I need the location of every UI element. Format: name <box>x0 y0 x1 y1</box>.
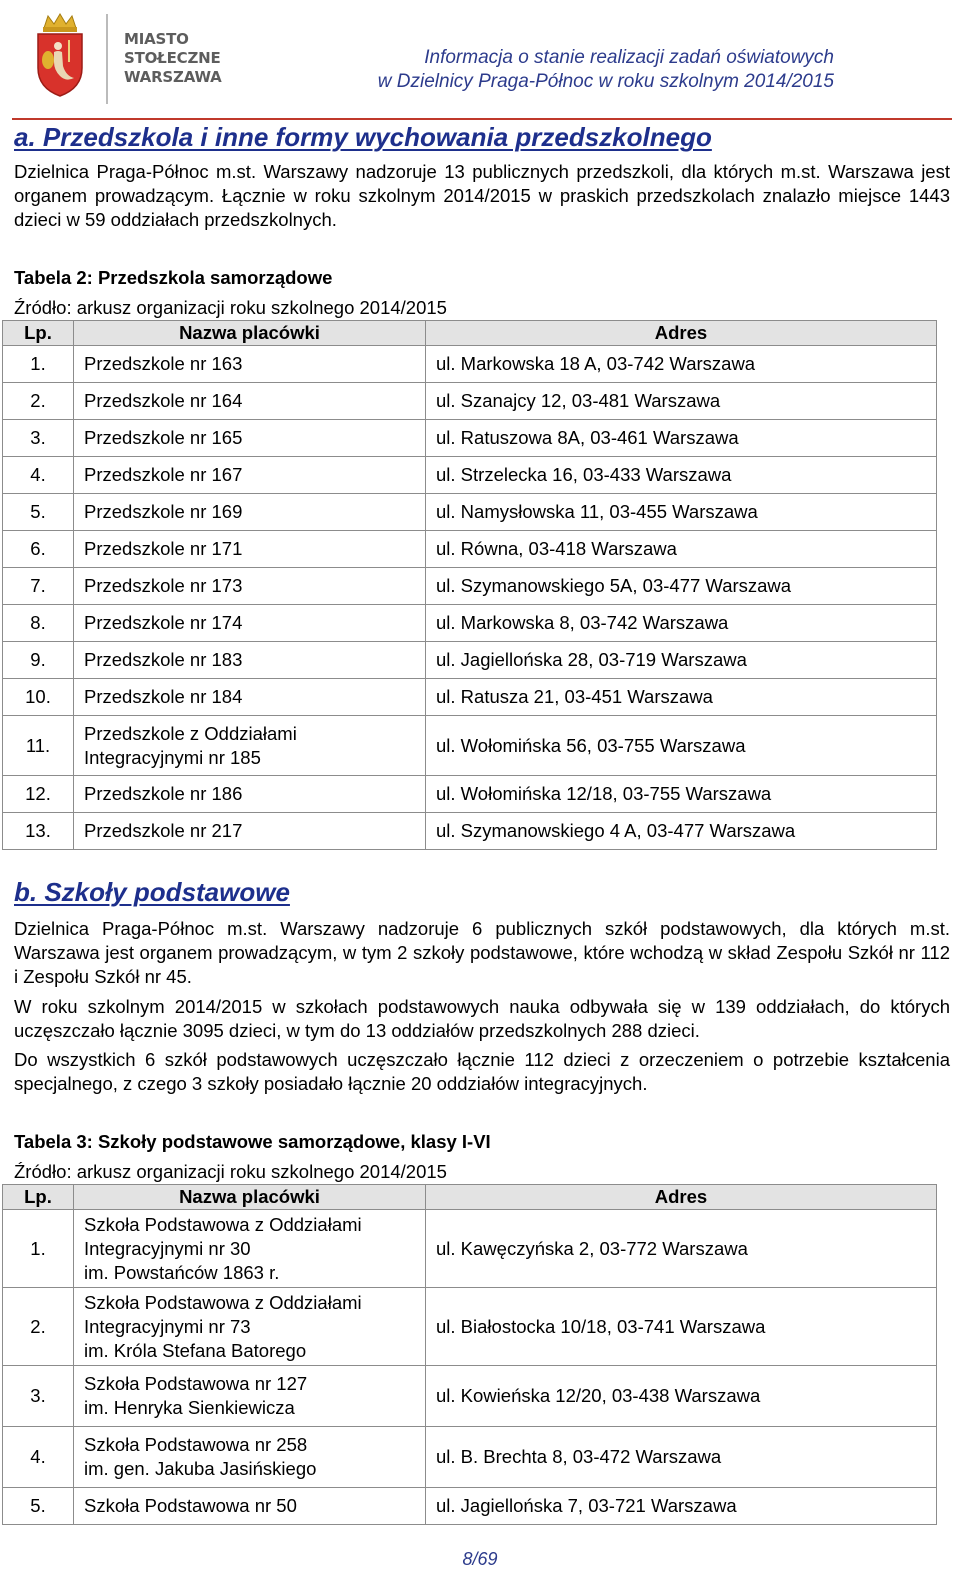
table-row <box>3 1488 937 1525</box>
primary-schools-table <box>2 1184 937 1525</box>
table-row <box>3 813 937 850</box>
institution-name-line: Szkoła Podstawowa nr 127 <box>84 1373 308 1394</box>
table-3-source: Źródło: arkusz organizacji roku szkolnego 2014/2015 <box>14 1161 447 1182</box>
institution-name <box>74 420 426 457</box>
institution-address: ul. Ratuszowa 8A, 03-461 Warszawa <box>426 420 937 457</box>
row-number: 10. <box>3 679 74 716</box>
row-number: 6. <box>3 531 74 568</box>
preschools-table <box>2 320 937 850</box>
institution-name <box>74 679 426 716</box>
institution-address: ul. Szymanowskiego 4 A, 03-477 Warszawa <box>426 813 937 850</box>
logo-divider <box>106 14 108 104</box>
column-header-lp: Lp. <box>3 1185 74 1210</box>
institution-name-line: im. Powstańców 1863 r. <box>84 1261 280 1283</box>
institution-address: ul. Równa, 03-418 Warszawa <box>426 531 937 568</box>
column-header-name: Nazwa placówki <box>74 1185 426 1210</box>
table-row <box>3 568 937 605</box>
row-number: 5. <box>3 1488 74 1525</box>
institution-name-line: Szkoła Podstawowa z Oddziałami <box>84 1213 362 1235</box>
row-number: 1. <box>3 346 74 383</box>
report-title-line2: w Dzielnicy Praga-Północ w roku szkolnym 2014/2015 <box>377 71 834 92</box>
institution-name <box>74 531 426 568</box>
institution-address: ul. Markowska 8, 03-742 Warszawa <box>426 605 937 642</box>
row-number: 9. <box>3 642 74 679</box>
table-2-source: Źródło: arkusz organizacji roku szkolnego 2014/2015 <box>14 297 447 318</box>
institution-name <box>74 813 426 850</box>
institution-name <box>74 494 426 531</box>
institution-name-line: Przedszkole z Oddziałami <box>84 722 297 744</box>
row-number: 1. <box>3 1210 74 1288</box>
institution-name <box>74 568 426 605</box>
institution-address: ul. Wołomińska 56, 03-755 Warszawa <box>426 716 937 776</box>
institution-address: ul. Strzelecka 16, 03-433 Warszawa <box>426 457 937 494</box>
table-row <box>3 776 937 813</box>
institution-name <box>74 1288 426 1366</box>
institution-address: ul. Szanajcy 12, 03-481 Warszawa <box>426 383 937 420</box>
institution-address: ul. Wołomińska 12/18, 03-755 Warszawa <box>426 776 937 813</box>
institution-name-line: Szkoła Podstawowa nr 258 <box>84 1434 308 1455</box>
table-row <box>3 531 937 568</box>
institution-address: ul. Jagiellońska 28, 03-719 Warszawa <box>426 642 937 679</box>
institution-name-line: Przedszkole nr 174 <box>84 612 243 633</box>
table-row <box>3 642 937 679</box>
row-number: 3. <box>3 420 74 457</box>
city-wordmark: MIASTO STOŁECZNE WARSZAWA <box>124 30 222 86</box>
table-3-caption: Tabela 3: Szkoły podstawowe samorządowe, klasy I-VI <box>14 1131 491 1152</box>
institution-address: ul. Namysłowska 11, 03-455 Warszawa <box>426 494 937 531</box>
row-number: 3. <box>3 1366 74 1427</box>
institution-name-line: Integracyjnymi nr 185 <box>84 746 261 768</box>
institution-address: ul. Kowieńska 12/20, 03-438 Warszawa <box>426 1366 937 1427</box>
institution-name-line: im. Króla Stefana Batorego <box>84 1339 307 1361</box>
column-header-address: Adres <box>426 321 937 346</box>
section-b-paragraph-2: W roku szkolnym 2014/2015 w szkołach podstawowych nauka odbywała się w 139 oddziałach, do których uczęszczało łącznie 3095 dzieci, w tym do 13 oddziałów przedszkolnych 288 dzieci. <box>14 996 950 1041</box>
row-number: 8. <box>3 605 74 642</box>
institution-name-line: Przedszkole nr 173 <box>84 575 243 596</box>
section-a-paragraph: Dzielnica Praga-Północ m.st. Warszawy nadzoruje 13 publicznych przedszkoli, dla których m.st. Warszawa jest organem prowadzącym. Łącznie w roku szkolnym 2014/2015 w praskich przedszkolach znalazło miejsce 1443 dzieci w 59 oddziałach przedszkolnych. <box>14 161 950 230</box>
institution-name-line: Szkoła Podstawowa nr 50 <box>84 1495 297 1516</box>
header-rule <box>12 118 952 120</box>
table-row <box>3 679 937 716</box>
institution-name <box>74 1210 426 1288</box>
page-number: 8/69 <box>462 1549 498 1569</box>
table-row <box>3 1210 937 1288</box>
row-number: 4. <box>3 457 74 494</box>
institution-name-line: Przedszkole nr 171 <box>84 538 243 559</box>
institution-address: ul. Kawęczyńska 2, 03-772 Warszawa <box>426 1210 937 1288</box>
table-row <box>3 420 937 457</box>
institution-name-line: im. gen. Jakuba Jasińskiego <box>84 1458 317 1479</box>
table-row <box>3 1366 937 1427</box>
institution-name <box>74 1488 426 1525</box>
table-row <box>3 1427 937 1488</box>
institution-address: ul. Ratusza 21, 03-451 Warszawa <box>426 679 937 716</box>
row-number: 2. <box>3 383 74 420</box>
column-header-name: Nazwa placówki <box>74 321 426 346</box>
institution-address: ul. B. Brechta 8, 03-472 Warszawa <box>426 1427 937 1488</box>
row-number: 13. <box>3 813 74 850</box>
institution-name <box>74 1366 426 1427</box>
table-row <box>3 346 937 383</box>
report-title <box>378 46 834 94</box>
institution-name-line: Przedszkole nr 164 <box>84 390 243 411</box>
row-number: 4. <box>3 1427 74 1488</box>
table-row <box>3 457 937 494</box>
institution-name-line: Przedszkole nr 167 <box>84 464 243 485</box>
column-header-address: Adres <box>426 1185 937 1210</box>
page-header <box>0 0 960 116</box>
institution-name-line: Przedszkole nr 217 <box>84 820 243 841</box>
institution-name-line: Przedszkole nr 165 <box>84 427 243 448</box>
institution-address: ul. Markowska 18 A, 03-742 Warszawa <box>426 346 937 383</box>
institution-name-line: Integracyjnymi nr 30 <box>84 1237 251 1259</box>
institution-name-line: Przedszkole nr 183 <box>84 649 243 670</box>
institution-name <box>74 776 426 813</box>
table-2-caption: Tabela 2: Przedszkola samorządowe <box>14 267 333 288</box>
row-number: 7. <box>3 568 74 605</box>
section-a-heading: a. Przedszkola i inne formy wychowania przedszkolnego <box>14 122 712 152</box>
table-row <box>3 1288 937 1366</box>
row-number: 5. <box>3 494 74 531</box>
institution-name-line: Przedszkole nr 169 <box>84 501 243 522</box>
institution-name-line: Szkoła Podstawowa z Oddziałami <box>84 1291 362 1313</box>
institution-name-line: im. Henryka Sienkiewicza <box>84 1397 295 1418</box>
row-number: 2. <box>3 1288 74 1366</box>
table-row <box>3 383 937 420</box>
warsaw-crest-icon <box>30 10 90 100</box>
row-number: 12. <box>3 776 74 813</box>
institution-name-line: Przedszkole nr 184 <box>84 686 243 707</box>
institution-name <box>74 642 426 679</box>
table-row <box>3 494 937 531</box>
column-header-lp: Lp. <box>3 321 74 346</box>
institution-name <box>74 605 426 642</box>
section-b-heading: b. Szkoły podstawowe <box>14 877 290 907</box>
institution-name <box>74 457 426 494</box>
institution-name <box>74 1427 426 1488</box>
table-row <box>3 716 937 776</box>
section-b-paragraph-1: Dzielnica Praga-Północ m.st. Warszawy nadzoruje 6 publicznych szkół podstawowych, dla których m.st. Warszawa jest organem prowadzącym, w tym 2 szkoły podstawowe, które wchodzą w skład Zespołu Szkół nr 112 i Zespołu Szkół nr 45. <box>14 918 950 987</box>
institution-address: ul. Białostocka 10/18, 03-741 Warszawa <box>426 1288 937 1366</box>
row-number: 11. <box>3 716 74 776</box>
table-row <box>3 605 937 642</box>
institution-name <box>74 383 426 420</box>
institution-name-line: Przedszkole nr 163 <box>84 353 243 374</box>
institution-address: ul. Jagiellońska 7, 03-721 Warszawa <box>426 1488 937 1525</box>
institution-name <box>74 716 426 776</box>
institution-address: ul. Szymanowskiego 5A, 03-477 Warszawa <box>426 568 937 605</box>
section-b-paragraph-3: Do wszystkich 6 szkół podstawowych uczęszczało łącznie 112 dzieci z orzeczeniem o potrzebie kształcenia specjalnego, z czego 3 szkoły posiadało łącznie 20 oddziałów integracyjnych. <box>14 1049 950 1094</box>
institution-name <box>74 346 426 383</box>
institution-name-line: Przedszkole nr 186 <box>84 783 243 804</box>
report-title-line1: Informacja o stanie realizacji zadań oświatowych <box>424 47 834 68</box>
institution-name-line: Integracyjnymi nr 73 <box>84 1315 251 1337</box>
